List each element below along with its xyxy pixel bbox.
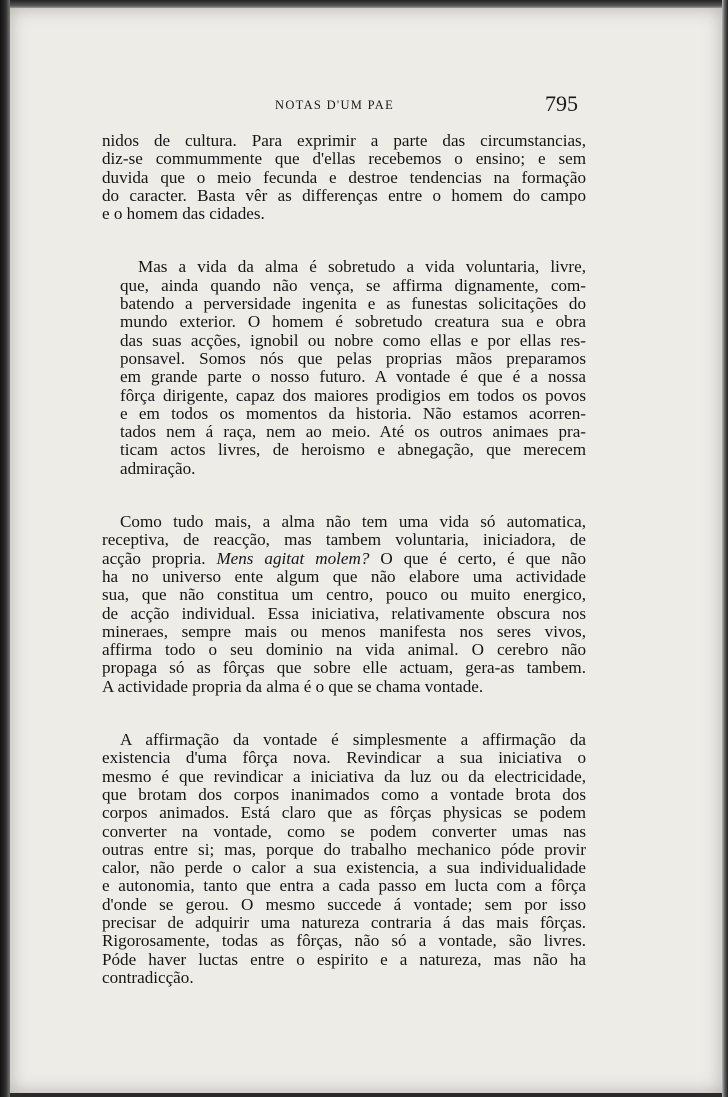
text-line: e o homem das cidades. xyxy=(102,204,265,224)
text-line: sua, que não constitua um centro, pouco ou muito energico, xyxy=(102,585,586,605)
text-line: calor, não perde o calor a sua existencia, a sua individualidade xyxy=(102,858,586,878)
text-fragment: O que é certo, é que não xyxy=(380,548,586,568)
scan-edge-top xyxy=(0,0,728,8)
text-line: Mas a vida da alma é sobretudo a vida voluntaria, livre, xyxy=(138,257,586,277)
text-line: tados nem á raça, nem ao meio. Até os outros animaes pra- xyxy=(120,422,586,442)
paragraph-1 xyxy=(102,132,586,223)
text-line: A actividade propria da alma é o que se chama vontade. xyxy=(102,676,484,696)
text-line: duvida que o meio fecunda e destroe tendencias na formação xyxy=(102,167,586,187)
page-header xyxy=(10,88,722,116)
running-title: NOTAS D'UM PAE xyxy=(275,98,395,112)
text-line: outras entre si; mas, porque do trabalho mechanico póde provir xyxy=(102,839,586,859)
text-line: que, ainda quando não vença, se affirma dignamente, com- xyxy=(120,275,586,295)
text-line: ticam actos livres, de heroismo e abnegação, que merecem xyxy=(120,440,586,460)
text-line: que brotam dos corpos inanimados como a vontade brota dos xyxy=(102,784,586,804)
page-number: 795 xyxy=(545,91,578,116)
text-line: receptiva, de reacção, mas tambem voluntaria, iniciadora, de xyxy=(102,530,586,550)
paragraph-2 xyxy=(102,258,586,478)
book-page xyxy=(10,8,722,1093)
text-line: ponsavel. Somos nós que pelas proprias mãos preparamos xyxy=(120,348,586,368)
text-line: e em todos os momentos da historia. Não estamos acorren- xyxy=(120,403,586,423)
text-line: nidos de cultura. Para exprimir a parte das circumstancias, xyxy=(102,131,586,150)
text-line: do caracter. Basta vêr as differenças entre o homem do campo xyxy=(102,185,586,205)
text-line: existencia d'uma fôrça nova. Revindicar a sua iniciativa o xyxy=(102,748,586,768)
text-line: e autonomia, tanto que entra a cada passo em lucta com a fôrça xyxy=(102,876,586,896)
paragraph-4 xyxy=(102,731,586,987)
text-line: converter na vontade, como se podem converter umas nas xyxy=(102,821,586,841)
text-line: d'onde se gerou. O mesmo succede á vontade; sem por isso xyxy=(102,894,586,914)
text-line: A affirmação da vontade é simplesmente a affirmação da xyxy=(120,730,586,750)
text-line: affirma todo o seu dominio na vida animal. O cerebro não xyxy=(102,640,586,660)
text-line: propaga só as fôrças que sobre elle actuam, gera-as tambem. xyxy=(102,658,586,678)
text-line: mesmo é que revindicar a iniciativa da luz ou da electricidade, xyxy=(102,766,586,786)
text-line: corpos animados. Está claro que as fôrças physicas se podem xyxy=(102,803,586,823)
text-line: Póde haver luctas entre o espirito e a natureza, mas não ha xyxy=(102,949,586,969)
text-line: das suas acções, ignobil ou nobre como ellas e por ellas res- xyxy=(120,330,586,350)
text-line: contradicção. xyxy=(102,967,194,987)
paragraph-3 xyxy=(102,513,586,696)
text-fragment: acção propria. xyxy=(102,548,206,568)
text-line: de acção individual. Essa iniciativa, relativamente obscura nos xyxy=(102,603,586,623)
body-text xyxy=(102,132,586,987)
text-line: fôrça dirigente, capaz dos maiores prodigios em todos os povos xyxy=(120,385,586,405)
text-line: precisar de adquirir uma natureza contraria á das mais fôrças. xyxy=(102,912,586,932)
text-line: admiração. xyxy=(120,458,196,478)
latin-quote: Mens agitat molem? xyxy=(216,548,370,568)
text-line: mineraes, sempre mais ou menos manifesta nos seres vivos, xyxy=(102,621,586,641)
text-line: em grande parte o nosso futuro. A vontade é que é a nossa xyxy=(120,367,586,387)
text-line: Rigorosamente, todas as fôrças, não só a vontade, são livres. xyxy=(102,931,586,951)
text-line: mundo exterior. O homem é sobretudo creatura sua e obra xyxy=(120,312,586,332)
scan-edge-right xyxy=(722,0,728,1097)
scan-edge-left xyxy=(0,0,10,1097)
text-line: Como tudo mais, a alma não tem uma vida só automatica, xyxy=(120,512,586,532)
text-line: diz-se commummente que d'ellas recebemos o ensino; e sem xyxy=(102,149,586,169)
text-line: batendo a perversidade ingenita e as funestas solicitações do xyxy=(120,294,586,314)
text-line xyxy=(102,550,586,568)
text-line: ha no universo ente algum que não elabore uma actividade xyxy=(102,566,586,586)
